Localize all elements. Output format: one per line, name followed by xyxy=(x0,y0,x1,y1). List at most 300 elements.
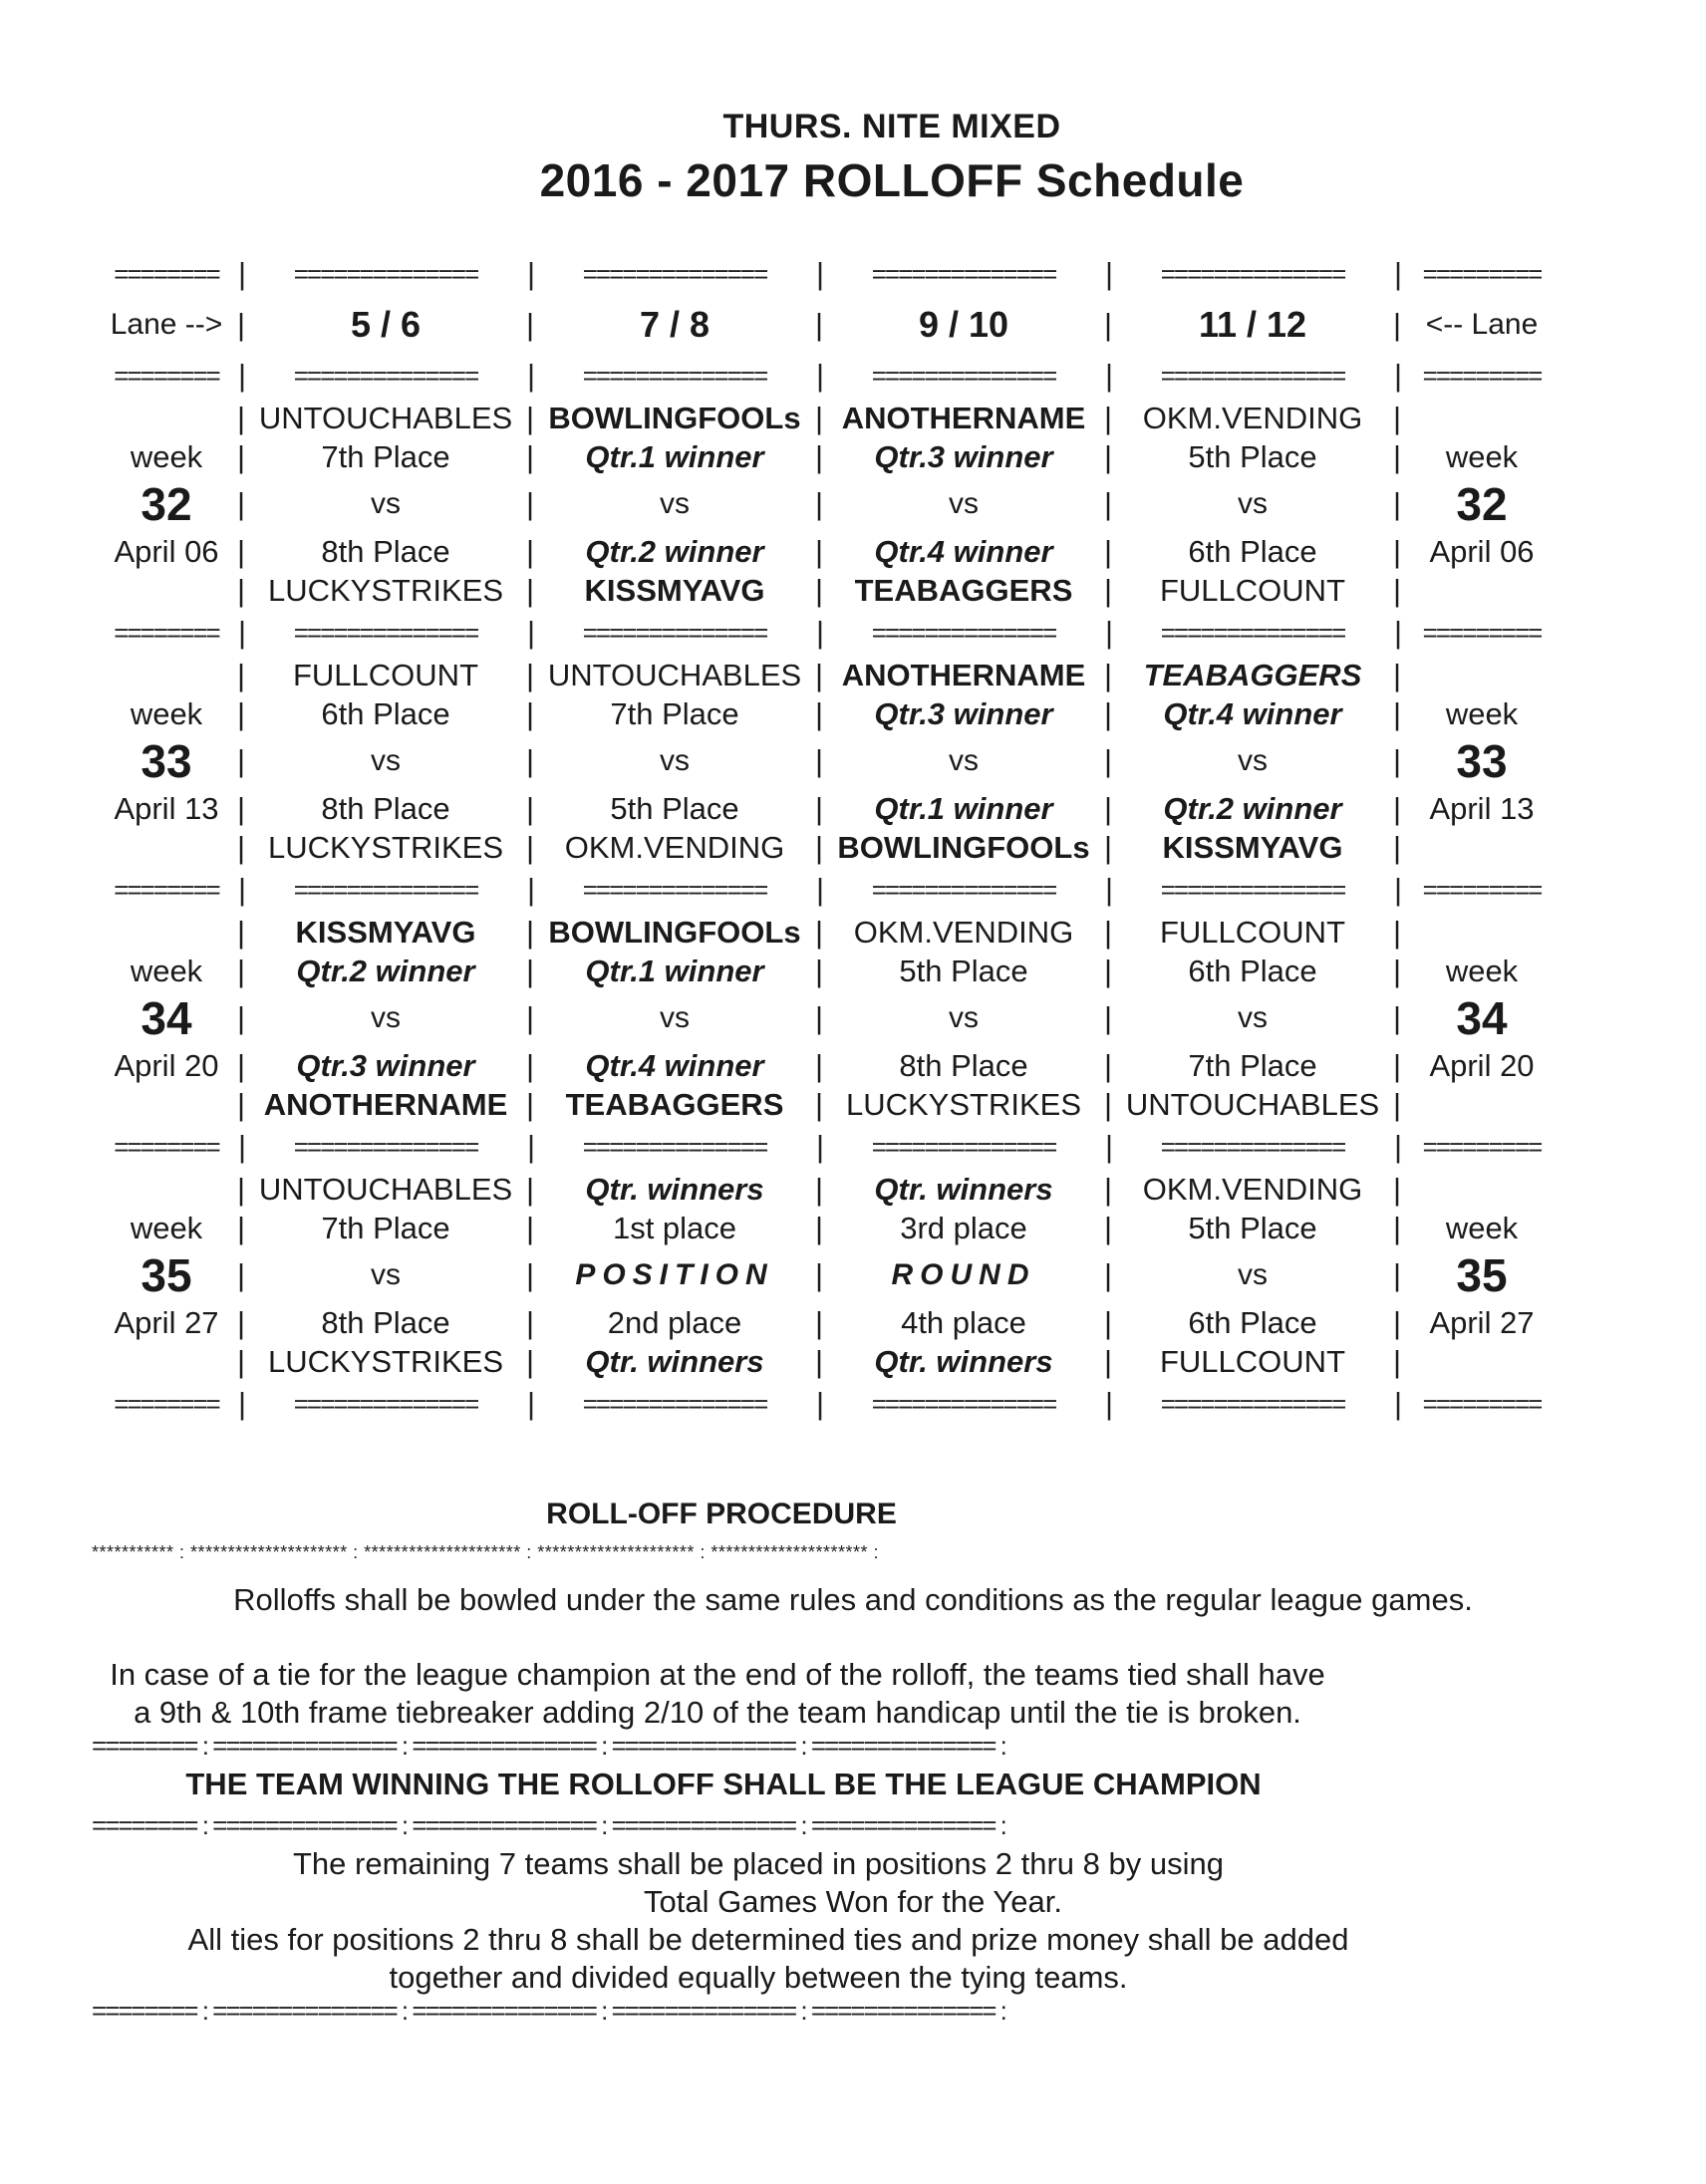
divider-glyph: | xyxy=(1103,1210,1113,1245)
separator-col: ============== xyxy=(293,617,478,648)
divider-glyph: | xyxy=(814,438,824,474)
remaining-teams-line-2: Total Games Won for the Year. xyxy=(644,1884,1062,1919)
divider-glyph: | xyxy=(1103,743,1113,778)
week-label: week xyxy=(1445,438,1519,474)
divider-glyph: | xyxy=(1393,615,1401,650)
versus-label: vs xyxy=(660,487,690,520)
separator-col: ============== xyxy=(1160,1388,1345,1419)
ties-line-1: All ties for positions 2 thru 8 shall be determined ties and prize money shall be added xyxy=(187,1922,1349,1957)
divider-glyph: | xyxy=(237,615,245,650)
team-name: ANOTHERNAME xyxy=(263,1086,508,1122)
divider-glyph: | xyxy=(1392,1047,1402,1083)
week-label: week xyxy=(1445,953,1519,988)
team-placing: 5th Place xyxy=(1188,1210,1317,1245)
team-name: KISSMYAVG xyxy=(295,914,476,950)
team-name: OKM.VENDING xyxy=(564,829,785,865)
divider-glyph: | xyxy=(814,1171,824,1207)
divider-glyph: | xyxy=(814,1304,824,1340)
week-33-line-t2 xyxy=(92,828,1586,867)
divider-glyph: | xyxy=(237,358,245,393)
separator-col: ============== xyxy=(582,1131,767,1162)
divider-glyph: | xyxy=(1103,1343,1113,1379)
versus-label: POSITION xyxy=(575,1258,774,1291)
versus-label: vs xyxy=(660,1001,690,1034)
separator-col: ============== xyxy=(871,1131,1056,1162)
divider-glyph: | xyxy=(1392,1000,1402,1035)
team-name: Qtr. winners xyxy=(585,1343,764,1379)
separator-col: ============== xyxy=(293,360,478,391)
separator-row xyxy=(92,1381,1586,1427)
divider-glyph: | xyxy=(814,486,824,521)
divider-line: ======== : ============== : ============== : ============== : ============== : xyxy=(92,1996,1005,2026)
divider-glyph: | xyxy=(1392,657,1402,692)
week-label: week xyxy=(1445,695,1519,731)
star-divider: *********** : ********************* : ********************* : ********************* : ********************* : xyxy=(92,1542,879,1562)
divider-glyph: | xyxy=(236,1343,246,1379)
separator-col: ============== xyxy=(1160,617,1345,648)
divider-glyph: | xyxy=(1392,1086,1402,1122)
lane-number: 7 / 8 xyxy=(639,304,711,345)
team-placing: Qtr.3 winner xyxy=(874,695,1053,731)
divider-glyph: | xyxy=(1103,1171,1113,1207)
week-number: 34 xyxy=(141,992,192,1044)
team-placing: 7th Place xyxy=(321,438,450,474)
divider-glyph: | xyxy=(1103,1000,1113,1035)
separator-left: ======== xyxy=(114,874,219,905)
separator-right: ========= xyxy=(1422,1131,1542,1162)
divider-glyph: | xyxy=(236,695,246,731)
week-34-line-p1 xyxy=(92,952,1586,990)
team-name: UNTOUCHABLES xyxy=(258,400,513,435)
divider-glyph: | xyxy=(1103,1086,1113,1122)
divider-glyph: | xyxy=(236,829,246,865)
separator-left: ======== xyxy=(114,617,219,648)
divider-glyph: | xyxy=(815,1129,823,1164)
divider-glyph: | xyxy=(236,1210,246,1245)
divider-glyph: | xyxy=(814,1000,824,1035)
week-label: week xyxy=(1445,1210,1519,1245)
divider-glyph: | xyxy=(1104,358,1112,393)
team-placing: 6th Place xyxy=(321,695,450,731)
separator-col: ============== xyxy=(293,258,478,289)
separator-col: ============== xyxy=(582,258,767,289)
separator-col: ============== xyxy=(582,360,767,391)
separator-col: ============== xyxy=(293,1131,478,1162)
separator-row xyxy=(92,867,1586,913)
divider-glyph: | xyxy=(814,1210,824,1245)
separator-col: ============== xyxy=(293,1388,478,1419)
team-name: OKM.VENDING xyxy=(1142,1171,1363,1207)
week-number: 35 xyxy=(141,1249,192,1301)
divider-glyph: | xyxy=(526,872,534,907)
team-name: LUCKYSTRIKES xyxy=(845,1086,1081,1122)
team-name: UNTOUCHABLES xyxy=(258,1171,513,1207)
divider-glyph: | xyxy=(525,1086,535,1122)
separator-col: ============== xyxy=(582,617,767,648)
divider-glyph: | xyxy=(1392,400,1402,435)
divider-glyph: | xyxy=(237,1386,245,1421)
team-name: TEABAGGERS xyxy=(565,1086,784,1122)
divider-glyph: | xyxy=(1103,438,1113,474)
divider-glyph: | xyxy=(1392,486,1402,521)
divider-glyph: | xyxy=(814,1047,824,1083)
divider-glyph: | xyxy=(1392,953,1402,988)
team-placing: 5th Place xyxy=(610,790,739,826)
divider-glyph: | xyxy=(814,790,824,826)
divider-glyph: | xyxy=(236,1304,246,1340)
divider-glyph: | xyxy=(525,1257,535,1292)
divider-glyph: | xyxy=(1104,872,1112,907)
separator-col: ============== xyxy=(871,617,1056,648)
divider-glyph: | xyxy=(525,1047,535,1083)
divider-glyph: | xyxy=(236,400,246,435)
procedure-tie-line-2: a 9th & 10th frame tiebreaker adding 2/10 of the team handicap until the tie is broken. xyxy=(134,1695,1301,1730)
separator-left: ======== xyxy=(114,360,219,391)
team-placing: Qtr.1 winner xyxy=(585,953,764,988)
divider-glyph: | xyxy=(1103,1047,1113,1083)
team-placing: 5th Place xyxy=(1188,438,1317,474)
divider-glyph: | xyxy=(1392,1257,1402,1292)
week-35-line-t1 xyxy=(92,1170,1586,1209)
week-35-line-t2 xyxy=(92,1342,1586,1381)
divider-glyph: | xyxy=(236,486,246,521)
team-placing: 8th Place xyxy=(321,790,450,826)
versus-label: vs xyxy=(371,487,401,520)
champion-statement: THE TEAM WINNING THE ROLLOFF SHALL BE THE LEAGUE CHAMPION xyxy=(185,1767,1262,1801)
divider-glyph: | xyxy=(1392,1171,1402,1207)
week-32-line-p2 xyxy=(92,532,1586,571)
week-number: 33 xyxy=(141,735,192,787)
divider-glyph: | xyxy=(815,615,823,650)
versus-label: ROUND xyxy=(891,1258,1036,1291)
team-placing: 7th Place xyxy=(610,695,739,731)
divider-glyph: | xyxy=(526,358,534,393)
divider-glyph: | xyxy=(1393,872,1401,907)
team-name: FULLCOUNT xyxy=(1159,572,1345,608)
team-placing: Qtr.2 winner xyxy=(1163,790,1342,826)
divider-glyph: | xyxy=(814,1343,824,1379)
divider-glyph: | xyxy=(1393,358,1401,393)
separator-col: ============== xyxy=(1160,258,1345,289)
divider-glyph: | xyxy=(815,1386,823,1421)
versus-label: vs xyxy=(1238,744,1268,777)
divider-glyph: | xyxy=(1392,743,1402,778)
team-placing: 3rd place xyxy=(900,1210,1027,1245)
divider-glyph: | xyxy=(1103,790,1113,826)
versus-label: vs xyxy=(949,487,979,520)
team-name: TEABAGGERS xyxy=(1143,657,1362,692)
team-name: ANOTHERNAME xyxy=(841,400,1086,435)
procedure-rule-1: Rolloffs shall be bowled under the same rules and conditions as the regular league games. xyxy=(233,1582,1473,1617)
team-placing: Qtr.2 winner xyxy=(296,953,475,988)
team-name: Qtr. winners xyxy=(874,1171,1053,1207)
separator-col: ============== xyxy=(871,258,1056,289)
separator-col: ============== xyxy=(871,874,1056,905)
week-34-line-t1 xyxy=(92,913,1586,952)
team-name: ANOTHERNAME xyxy=(841,657,1086,692)
separator-row xyxy=(92,251,1586,297)
divider-glyph: | xyxy=(525,829,535,865)
divider-glyph: | xyxy=(1392,1210,1402,1245)
divider-glyph: | xyxy=(1103,1257,1113,1292)
divider-glyph: | xyxy=(525,438,535,474)
divider-glyph: | xyxy=(1392,307,1402,342)
divider-glyph: | xyxy=(1103,914,1113,950)
versus-label: vs xyxy=(371,1258,401,1291)
divider-glyph: | xyxy=(236,1047,246,1083)
lane-number: 9 / 10 xyxy=(918,304,1009,345)
divider-glyph: | xyxy=(1392,1304,1402,1340)
week-32-line-mid xyxy=(92,476,1586,532)
team-name: LUCKYSTRIKES xyxy=(267,1343,503,1379)
team-placing: 6th Place xyxy=(1188,533,1317,569)
team-name: BOWLINGFOOLs xyxy=(548,400,801,435)
team-name: OKM.VENDING xyxy=(1142,400,1363,435)
separator-col: ============== xyxy=(293,874,478,905)
divider-glyph: | xyxy=(525,307,535,342)
separator-row xyxy=(92,610,1586,656)
separator-col: ============== xyxy=(582,1388,767,1419)
team-placing: 6th Place xyxy=(1188,1304,1317,1340)
team-name: BOWLINGFOOLs xyxy=(548,914,801,950)
divider-glyph: | xyxy=(1392,533,1402,569)
week-35-line-p1 xyxy=(92,1209,1586,1247)
separator-row xyxy=(92,353,1586,399)
divider-glyph: | xyxy=(525,1304,535,1340)
week-number: 32 xyxy=(1456,478,1508,530)
team-placing: Qtr.4 winner xyxy=(1163,695,1342,731)
team-placing: 5th Place xyxy=(899,953,1028,988)
separator-row xyxy=(92,1124,1586,1170)
team-name: LUCKYSTRIKES xyxy=(267,572,503,608)
divider-glyph: | xyxy=(1103,695,1113,731)
divider-glyph: | xyxy=(236,438,246,474)
team-placing: 4th place xyxy=(901,1304,1026,1340)
week-32-line-p1 xyxy=(92,437,1586,476)
separator-col: ============== xyxy=(871,360,1056,391)
divider-glyph: | xyxy=(525,743,535,778)
team-name: FULLCOUNT xyxy=(1159,1343,1345,1379)
divider-glyph: | xyxy=(237,872,245,907)
week-32-line-t2 xyxy=(92,571,1586,610)
week-date: April 13 xyxy=(114,790,219,826)
schedule-title: 2016 - 2017 ROLLOFF Schedule xyxy=(539,154,1245,206)
versus-label: vs xyxy=(1238,1258,1268,1291)
versus-label: vs xyxy=(371,1001,401,1034)
divider-glyph: | xyxy=(237,256,245,291)
team-placing: 2nd place xyxy=(607,1304,742,1340)
week-32-line-t1 xyxy=(92,399,1586,437)
week-34-line-t2 xyxy=(92,1085,1586,1124)
divider-glyph: | xyxy=(1104,1386,1112,1421)
divider-glyph: | xyxy=(525,790,535,826)
separator-col: ============== xyxy=(1160,360,1345,391)
week-date: April 06 xyxy=(114,533,219,569)
team-name: LUCKYSTRIKES xyxy=(267,829,503,865)
divider-glyph: | xyxy=(815,256,823,291)
divider-glyph: | xyxy=(525,953,535,988)
team-name: KISSMYAVG xyxy=(584,572,765,608)
versus-label: vs xyxy=(1238,1001,1268,1034)
divider-glyph: | xyxy=(1392,438,1402,474)
divider-glyph: | xyxy=(236,307,246,342)
divider-glyph: | xyxy=(1103,307,1113,342)
week-number: 34 xyxy=(1456,992,1508,1044)
divider-glyph: | xyxy=(1393,256,1401,291)
divider-glyph: | xyxy=(236,790,246,826)
divider-glyph: | xyxy=(814,657,824,692)
team-placing: 6th Place xyxy=(1188,953,1317,988)
team-placing: Qtr.4 winner xyxy=(874,533,1053,569)
separator-left: ======== xyxy=(114,258,219,289)
separator-col: ============== xyxy=(1160,874,1345,905)
divider-glyph: | xyxy=(1392,1343,1402,1379)
lane-number: 5 / 6 xyxy=(350,304,422,345)
divider-glyph: | xyxy=(814,307,824,342)
team-placing: 1st place xyxy=(612,1210,737,1245)
week-34-line-mid xyxy=(92,990,1586,1046)
divider-glyph: | xyxy=(525,695,535,731)
team-placing: 8th Place xyxy=(899,1047,1028,1083)
separator-right: ========= xyxy=(1422,258,1542,289)
divider-glyph: | xyxy=(526,1386,534,1421)
divider-glyph: | xyxy=(525,1000,535,1035)
divider-glyph: | xyxy=(814,1086,824,1122)
divider-glyph: | xyxy=(814,914,824,950)
divider-glyph: | xyxy=(236,1086,246,1122)
separator-left: ======== xyxy=(114,1388,219,1419)
divider-glyph: | xyxy=(525,1343,535,1379)
divider-glyph: | xyxy=(525,533,535,569)
divider-glyph: | xyxy=(525,1171,535,1207)
divider-glyph: | xyxy=(1392,695,1402,731)
divider-glyph: | xyxy=(814,743,824,778)
team-placing: 7th Place xyxy=(1188,1047,1317,1083)
remaining-teams-line-1: The remaining 7 teams shall be placed in positions 2 thru 8 by using xyxy=(293,1846,1224,1881)
divider-glyph: | xyxy=(1103,829,1113,865)
team-placing: 8th Place xyxy=(321,533,450,569)
week-date: April 06 xyxy=(1429,533,1535,569)
week-label: week xyxy=(130,953,203,988)
divider-line: ======== : ============== : ============== : ============== : ============== : xyxy=(92,1810,1005,1840)
procedure-title: ROLL-OFF PROCEDURE xyxy=(546,1498,897,1530)
week-label: week xyxy=(130,1210,203,1245)
week-33-line-p1 xyxy=(92,694,1586,733)
week-date: April 27 xyxy=(1429,1304,1535,1340)
divider-glyph: | xyxy=(236,1000,246,1035)
separator-right: ========= xyxy=(1422,360,1542,391)
divider-glyph: | xyxy=(1103,572,1113,608)
divider-glyph: | xyxy=(236,657,246,692)
divider-glyph: | xyxy=(1103,657,1113,692)
divider-glyph: | xyxy=(525,572,535,608)
team-placing: Qtr.2 winner xyxy=(585,533,764,569)
lane-label-right: <-- Lane xyxy=(1425,308,1539,341)
team-name: KISSMYAVG xyxy=(1162,829,1343,865)
divider-glyph: | xyxy=(1103,400,1113,435)
team-name: UNTOUCHABLES xyxy=(1125,1086,1380,1122)
versus-label: vs xyxy=(949,1001,979,1034)
week-33-line-p2 xyxy=(92,789,1586,828)
week-date: April 27 xyxy=(114,1304,219,1340)
divider-glyph: | xyxy=(1103,486,1113,521)
team-name: Qtr. winners xyxy=(874,1343,1053,1379)
divider-glyph: | xyxy=(814,1257,824,1292)
divider-glyph: | xyxy=(814,572,824,608)
separator-col: ============== xyxy=(582,874,767,905)
divider-glyph: | xyxy=(814,829,824,865)
divider-glyph: | xyxy=(236,533,246,569)
week-number: 35 xyxy=(1456,1249,1508,1301)
divider-glyph: | xyxy=(236,1257,246,1292)
divider-glyph: | xyxy=(236,953,246,988)
separator-right: ========= xyxy=(1422,874,1542,905)
team-name: OKM.VENDING xyxy=(853,914,1074,950)
team-placing: Qtr.1 winner xyxy=(585,438,764,474)
week-number: 32 xyxy=(141,478,192,530)
divider-glyph: | xyxy=(814,400,824,435)
week-label: week xyxy=(130,695,203,731)
divider-glyph: | xyxy=(237,1129,245,1164)
versus-label: vs xyxy=(1238,487,1268,520)
team-name: UNTOUCHABLES xyxy=(547,657,802,692)
divider-glyph: | xyxy=(814,695,824,731)
divider-glyph: | xyxy=(814,953,824,988)
divider-glyph: | xyxy=(525,1210,535,1245)
divider-glyph: | xyxy=(1392,790,1402,826)
league-name: THURS. NITE MIXED xyxy=(722,108,1061,145)
week-34-line-p2 xyxy=(92,1046,1586,1085)
week-35-line-mid xyxy=(92,1247,1586,1303)
versus-label: vs xyxy=(660,744,690,777)
divider-glyph: | xyxy=(1393,1386,1401,1421)
team-placing: Qtr.1 winner xyxy=(874,790,1053,826)
separator-col: ============== xyxy=(1160,1131,1345,1162)
divider-glyph: | xyxy=(1103,1304,1113,1340)
separator-col: ============== xyxy=(871,1388,1056,1419)
divider-glyph: | xyxy=(525,400,535,435)
divider-glyph: | xyxy=(525,486,535,521)
separator-left: ======== xyxy=(114,1131,219,1162)
lane-number: 11 / 12 xyxy=(1198,304,1307,345)
rolloff-schedule-grid xyxy=(92,251,1586,1427)
divider-glyph: | xyxy=(526,1129,534,1164)
week-33-line-t1 xyxy=(92,656,1586,694)
divider-glyph: | xyxy=(1104,615,1112,650)
divider-glyph: | xyxy=(526,615,534,650)
team-name: FULLCOUNT xyxy=(1159,914,1345,950)
divider-glyph: | xyxy=(525,914,535,950)
divider-glyph: | xyxy=(1392,572,1402,608)
week-label: week xyxy=(130,438,203,474)
divider-line: ======== : ============== : ============== : ============== : ============== : xyxy=(92,1731,1005,1761)
divider-glyph: | xyxy=(1103,953,1113,988)
divider-glyph: | xyxy=(236,572,246,608)
divider-glyph: | xyxy=(815,358,823,393)
divider-glyph: | xyxy=(236,743,246,778)
divider-glyph: | xyxy=(525,657,535,692)
team-name: Qtr. winners xyxy=(585,1171,764,1207)
divider-glyph: | xyxy=(815,872,823,907)
procedure-tie-line-1: In case of a tie for the league champion at the end of the rolloff, the teams tied shall have xyxy=(110,1657,1325,1692)
team-placing: 8th Place xyxy=(321,1304,450,1340)
lane-header-row xyxy=(92,297,1586,353)
versus-label: vs xyxy=(371,744,401,777)
team-placing: 7th Place xyxy=(321,1210,450,1245)
week-33-line-mid xyxy=(92,733,1586,789)
lane-label-left: Lane --> xyxy=(110,308,223,341)
divider-glyph: | xyxy=(1392,914,1402,950)
